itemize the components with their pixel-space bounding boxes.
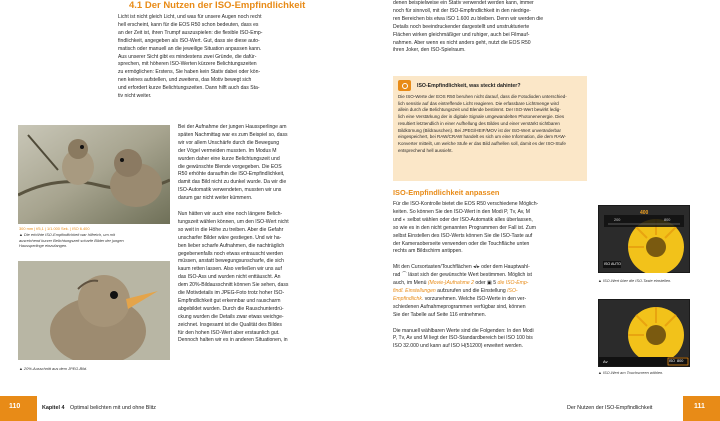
photo1-caption xyxy=(19,232,171,249)
section-heading: ISO-Empfindlichkeit anpassen xyxy=(393,188,500,197)
text-line: tungszeit wählen können, um den ISO-Wert nicht xyxy=(178,218,289,225)
text-line: Empfindlichkeit gut erkennbar und rauscharm xyxy=(178,297,281,304)
text-line: die Motivdetails im JPEG-Foto trotz hoher ISO- xyxy=(178,290,285,297)
caption-line: Haussperlinge einzufangen. xyxy=(19,243,68,249)
text-line: damit das Bild nicht zu dunkel wurde. Da wir die xyxy=(178,179,287,186)
text-line: ihren Joker, den ISO-Spielraum. xyxy=(393,47,466,54)
text-line: keiten. So können Sie den ISO-Wert in den Modi P, Tv, Av, M xyxy=(393,208,531,215)
text-line: Mit den Cursortasten/Touchflächen ◂/▸ oder dem Hauptwahl- xyxy=(393,264,530,271)
text-line: so wie es in den nicht genannten Programmen der Fall ist. Zum xyxy=(393,224,536,231)
infobox-line: allein durch die Belichtungszeit und Blende bestimmt. Der ISO-Wert bewirkt ledig- xyxy=(398,107,561,113)
intro-text xyxy=(118,14,357,101)
text-line: wurden daher eine kurze Belichtungszeit und xyxy=(178,155,280,162)
infobox-line: lich eine Verstärkung der in digitale Signale umgewandelten Photonenenergie. Dies xyxy=(398,114,565,120)
iso-scale-high: 800 xyxy=(664,218,671,222)
caption-line: ▲ Die erhöhte ISO-Empfindlichkeit war hilfreich, um mit xyxy=(19,232,115,237)
infobox-title: ISO-Empfindlichkeit, was steckt dahinter? xyxy=(417,83,521,89)
iso-touch-label[interactable]: ISO xyxy=(669,359,676,363)
text-line: Für die ISO-Kontrolle bietet die EOS R50 verschiedene Möglich- xyxy=(393,201,539,207)
text-line: gegebenenfalls noch etwas entrauscht werden xyxy=(178,250,284,257)
column2-text xyxy=(178,124,357,345)
text-line: und erfordert kurze Belichtungszeiten. Dann hilft auch das Sta- xyxy=(118,85,260,92)
sparrow-photo-2 xyxy=(18,261,170,360)
text-line: der Kameraoberseite verwenden oder die Touchfläche unten xyxy=(393,240,530,247)
text-line: schiedenen Aufnahmeprogrammen verfügbar sind, können xyxy=(393,303,526,310)
text-line: darum gar nicht weiter kümmern. xyxy=(178,195,253,202)
infobox-line: Die ISO-Werte der EOS R50 beruhen nicht darauf, dass die Fotodioden unterschied- xyxy=(398,94,567,99)
cam1-caption: ▲ ISO-Wert über die ISO-Taste einstellen. xyxy=(598,278,672,283)
photo2-caption: ▲ 20%-Ausschnitt aus dem JPEG-Bild. xyxy=(19,366,88,371)
text-line: ISO-Automatik verwendeten, mussten wir uns xyxy=(178,187,282,194)
infobox-line: lich sensitiv auf das eintreffende Licht reagieren. Die erfassbare Lichtmenge wird xyxy=(398,100,559,106)
text-line: nahmen. Aber wenn es nicht anders geht, nutzt die EOS R50 xyxy=(393,39,531,46)
text-line: für den hohen ISO-Wert aber erstaunlich gut. xyxy=(178,329,280,336)
right-top-text xyxy=(393,0,587,55)
iso-auto-button[interactable]: ISO AUTO xyxy=(604,262,621,266)
text-line: unscharfer Bilder wäre gestiegen. Und wir ha- xyxy=(178,234,282,241)
text-line: so weit in die Höhe zu treiben. Aber die Gefahr xyxy=(178,226,284,233)
text-line: Details noch beeindruckender dargestellt und unstrukturierte xyxy=(393,23,530,30)
infobox-line: Konverter mitteilt, um welche Stufe er das Bild aufhellen soll, damit es der ISO-Stufe xyxy=(398,140,566,146)
text-line: Nun hätten wir auch eine noch längere Belich- xyxy=(178,210,283,217)
iso-value[interactable]: 400 xyxy=(640,210,649,216)
chapter-label: Kapitel 4 xyxy=(42,405,65,411)
text-line: ckung wurden die Details zwar etwas weichge- xyxy=(178,313,284,320)
text-line xyxy=(393,320,587,328)
text-line: müssen, anstatt bewegungsunscharfe, die sich xyxy=(178,258,284,265)
text-line: ISO 32.000 und kann auf ISO H(51200) erweitert werden. xyxy=(393,343,523,350)
text-line: Sie der Tabelle auf Seite 116 entnehmen. xyxy=(393,311,486,318)
text-line: Bei der Aufnahme der jungen Haussperlinge am xyxy=(178,124,287,130)
text-line: Dennoch halten wir es in anderen Situationen, in xyxy=(178,337,288,344)
right-footer-title: Der Nutzen der ISO-Empfindlichkeit xyxy=(567,405,653,411)
right-page-number: 111 xyxy=(694,403,705,410)
right-body-text: Für die ISO-Kontrolle bietet die EOS R50 verschiedene Möglich- keiten. So können Sie den ISO-Wert in den Modi P, Tv, Av, M und ◐ selbst wählen oder der ISO-Automatik alles überlassen, so wie es in den nicht genannten Programmen der Fall ist. Zum selbst Einstellen des ISO-Werts können Sie die ISO-Taste auf der Kameraoberseite verwenden oder die Touchfläche unten rechts am Bildschirm antippen. Mit den Cursortasten/Touchflächen ◂/▸ oder dem Hauptwahl- rad ⌒ lässt sich der gewünschte Wert bestimmen. Möglich ist auch, im Menü (Movie-)Aufnahme 2 oder ▣ 5 die ISO-Emp- findl. Einstellungen aufzurufen und die Einstellung ISO- Empfindlichk. vorzunehmen. Welche ISO-Werte in den ver- schiedenen Aufnahmeprogrammen verfügbar sind, können Sie der Tabelle auf Seite 116 entnehmen. Die manuell wählbaren Werte sind die Folgenden: In den Modi P, Tv, Av und M liegt der ISO-Standardbereich bei ISO 100 bis ISO 32.000 und kann auf ISO H(51200) erweitert werden. xyxy=(393,201,587,351)
info-box xyxy=(393,76,587,181)
camera-menu-icon: ▣ xyxy=(487,280,492,287)
text-line: findlichkeit, angegeben als ISO-Wert. Gut, dass sie diese auto- xyxy=(118,37,260,44)
photo1-exif: 300 mm | f/5,1 | 1/1.000 Sek. | ISO 6.400 xyxy=(19,226,90,231)
text-line: hell erscheint, kann für die EOS R50 schon bedeuten, dass es xyxy=(118,21,259,28)
text-line: ren Bereichen bis etwa ISO 1.600 zu bleiben. Denn wir werden die xyxy=(393,15,544,22)
text-line: Aus unserer Sicht gibt es mindestens zwei Gründe, die dafür- xyxy=(118,53,257,60)
infobox-line: eingespeichert, bei RAW/CRAW handelt es sich um eine Information, die dem RAW- xyxy=(398,134,566,140)
mode-indicator: Av xyxy=(603,359,608,364)
text-line: rechts am Bildschirm antippen. xyxy=(393,248,463,255)
menu-line: auch, im Menü (Movie-)Aufnahme 2 oder ▣ 5 die ISO-Emp- xyxy=(393,280,529,287)
text-line: die gewünschte Blende vorgegeben. Die EOS xyxy=(178,163,282,170)
text-line: Die manuell wählbaren Werte sind die Folgenden: In den Modi xyxy=(393,327,534,334)
text-line: tiv nicht weiter. xyxy=(118,93,152,100)
cam2-caption: ▲ ISO-Wert am Touchscreen wählen. xyxy=(598,370,664,375)
text-line: zeichnet. Insgesamt ist die Qualität des Bildes xyxy=(178,321,282,328)
text-line: selbst Einstellen des ISO-Werts können Sie die ISO-Taste auf xyxy=(393,232,533,239)
text-line: dem 20%-Bildausschnitt können Sie sehen, dass xyxy=(178,282,289,289)
text-line: Licht ist nicht gleich Licht, und was für unsere Augen noch recht xyxy=(118,14,262,20)
text-line: zu ermöglichen: Erstens, Sie haben kein Stativ dabei oder kön- xyxy=(118,69,261,76)
iso-touch-value[interactable]: 800 xyxy=(677,359,684,363)
text-line: späten Nachmittag war es zum Beispiel so, dass xyxy=(178,131,288,138)
text-line: und ◐ selbst wählen oder der ISO-Automatik alles überlassen, xyxy=(393,216,533,223)
text-line xyxy=(178,203,357,211)
iso-scale-low: 200 xyxy=(614,218,621,222)
text-line: abgebildet wurden. Durch die Rauschunterdrü- xyxy=(178,305,284,312)
text-line: matisch oder manuell an die jeweilige Situation anpassen kann. xyxy=(118,45,262,52)
camera-screen-touch xyxy=(598,299,690,367)
text-line: ben lieber scharfe Aufnahmen, die nachträglich xyxy=(178,242,285,249)
text-line: an der Zeit ist, ihren Trumpf auszuspielen: die flexible ISO-Emp- xyxy=(118,29,263,36)
infobox-line: entsprechend hell aussieht. xyxy=(398,147,453,153)
camera-tip-icon xyxy=(398,80,411,91)
text-line: noch für sinnvoll, mit der ISO-Empfindlichkeit in den niedrige- xyxy=(393,7,531,14)
text-line: nen keines aufstellen, und zweitens, das Motiv bewegt sich xyxy=(118,77,252,84)
text-line: kaum retten lassen. Also verließen wir uns auf xyxy=(178,266,282,273)
infobox-line: Bildkörnung (Bildrauschen). Bei JPEG/HEIF/MOV ist der ISO-Wert unveränderbar xyxy=(398,127,561,133)
chapter-title: Optimal belichten mit und ohne Blitz xyxy=(70,405,156,411)
text-line: sprechen, mit höheren ISO-Werten kürzere Belichtungszeiten xyxy=(118,61,257,68)
camera-screen-iso-button xyxy=(598,205,690,273)
text-line: das ISO-Ass und wurden nicht enttäuscht. An xyxy=(178,274,281,281)
text-line: wir vor allem Unschärfe durch die Bewegung xyxy=(178,139,280,146)
text-line: der Vögel vermeiden mussten. Im Modus M xyxy=(178,147,277,154)
left-page-number: 110 xyxy=(9,403,21,410)
section-title: 4.1 Der Nutzen der ISO-Empfindlichkeit xyxy=(129,0,306,11)
infobox-line: resultiert letztendlich in einer Aufhellung des Bildes und einer verstärkt sichtbaren xyxy=(398,120,560,126)
caption-line: ausreichend kurzer Belichtungszeit scharfe Bilder der jungen xyxy=(19,237,124,243)
text-line: R50 erhöhte daraufhin die ISO-Empfindlichkeit, xyxy=(178,171,285,178)
text-line: Flächen wirken gleichmäßiger und ruhiger, auch bei Filmauf- xyxy=(393,31,530,38)
text-line: rad ⌒ lässt sich der gewünschte Wert bestimmen. Möglich ist xyxy=(393,272,532,279)
text-line: denen beispielweise ein Stativ verwendet werden kann, immer xyxy=(393,0,534,6)
text-line xyxy=(393,256,587,264)
sparrow-photo-1 xyxy=(18,125,170,224)
text-line: P, Tv, Av und M liegt der ISO-Standardbereich bei ISO 100 bis xyxy=(393,335,533,342)
